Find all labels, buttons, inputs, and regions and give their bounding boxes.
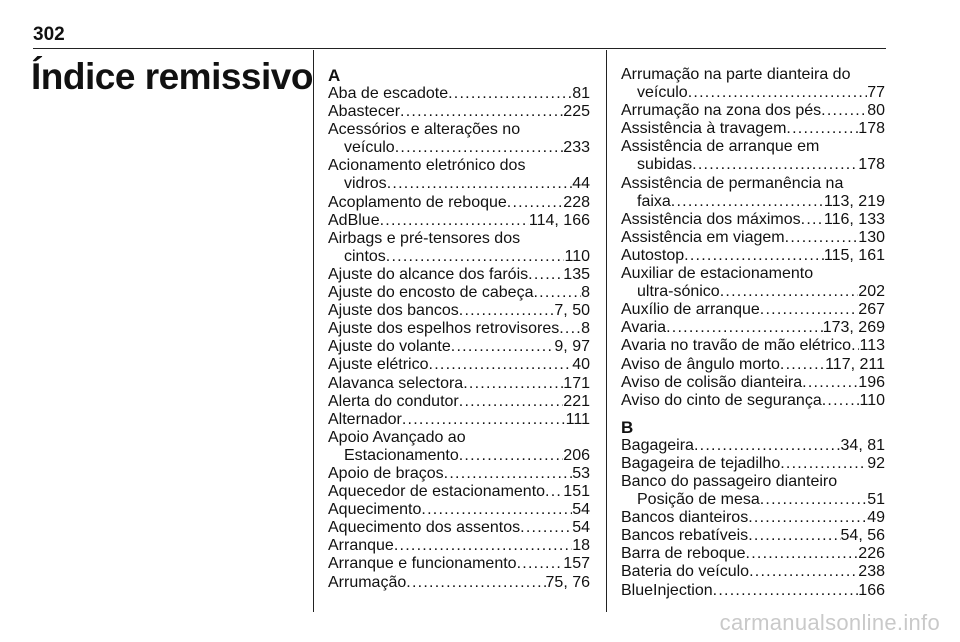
- index-entry: [328, 302, 590, 320]
- entry-term: Aquecedor de estacionamento: [328, 483, 546, 501]
- entry-term-continuation: Posição de mesa: [637, 491, 760, 509]
- entry-row: [621, 437, 885, 455]
- entry-term: Arrumação na zona dos pés: [621, 102, 822, 120]
- dot-leader: [780, 455, 867, 473]
- entry-page-ref: 44: [572, 175, 590, 193]
- index-entry: [621, 175, 885, 211]
- dot-leader: [786, 120, 858, 138]
- page-title: Índice remissivo: [31, 56, 313, 97]
- entry-page-ref: 8: [581, 320, 590, 338]
- header-rule: [33, 48, 886, 49]
- index-entry: [328, 501, 590, 519]
- entry-page-ref: 80: [867, 102, 885, 120]
- entry-term: Bancos dianteiros: [621, 509, 749, 527]
- entry-term-continuation: subidas: [637, 156, 693, 174]
- entry-page-ref: 49: [867, 509, 885, 527]
- entry-row: [621, 527, 885, 545]
- entry-row: [621, 356, 885, 374]
- entry-term: Ajuste dos bancos: [328, 302, 459, 320]
- entry-page-ref: 130: [858, 228, 885, 246]
- entry-term: Assistência de permanência na: [621, 174, 844, 192]
- dot-leader: [402, 411, 566, 429]
- entry-page-ref: 92: [867, 454, 885, 472]
- entry-page-ref: 9, 97: [554, 338, 590, 356]
- entry-page-ref: 228: [563, 193, 590, 211]
- entry-row: [328, 375, 590, 393]
- section-letter: A: [328, 66, 341, 85]
- entry-term: Bateria do veículo: [621, 563, 750, 581]
- dot-leader: [760, 301, 859, 319]
- entry-term: Aviso de ângulo morto: [621, 355, 780, 373]
- index-entry: [328, 230, 590, 266]
- index-entry: [621, 527, 885, 545]
- entry-row: [621, 545, 885, 563]
- entry-term: Apoio Avançado ao: [328, 428, 466, 446]
- entry-page-ref: 110: [859, 391, 885, 409]
- entry-page-ref: 196: [858, 373, 885, 391]
- entry-term-continuation: ultra-sónico: [637, 283, 720, 301]
- entry-row: [621, 319, 885, 337]
- entry-page-ref: 75, 76: [545, 573, 590, 591]
- entry-term: Ajuste dos espelhos retrovisores: [328, 320, 560, 338]
- entry-row: [328, 302, 590, 320]
- entry-row: [328, 103, 590, 121]
- entry-row: [621, 337, 885, 355]
- dot-leader: [802, 374, 858, 392]
- dot-leader: [459, 447, 564, 465]
- index-entry: [621, 337, 885, 355]
- entry-page-ref: 178: [858, 120, 885, 138]
- entry-row: [621, 229, 885, 247]
- index-entry: [621, 229, 885, 247]
- dot-leader: [746, 545, 859, 563]
- entry-row: [621, 120, 885, 138]
- index-entry: [328, 284, 590, 302]
- index-entry: [621, 437, 885, 455]
- entry-row: [621, 84, 885, 102]
- dot-leader: [684, 247, 824, 265]
- entry-term: Alerta do condutor: [328, 392, 459, 410]
- entry-term: Acessórios e alterações no: [328, 121, 521, 139]
- entry-row: [328, 574, 590, 592]
- entry-term: Assistência à travagem: [621, 120, 787, 138]
- entry-term: Bagageira: [621, 436, 694, 454]
- index-entry: [328, 103, 590, 121]
- entry-term: Ajuste elétrico: [328, 356, 429, 374]
- entry-page-ref: 173, 269: [822, 319, 885, 337]
- dot-leader: [429, 356, 573, 374]
- dot-leader: [801, 211, 824, 229]
- entry-page-ref: 233: [563, 139, 590, 157]
- dot-leader: [671, 193, 824, 211]
- index-entry: [621, 392, 885, 410]
- entry-page-ref: 53: [572, 464, 590, 482]
- entry-page-ref: 40: [572, 356, 590, 374]
- index-entry: [621, 247, 885, 265]
- entry-page-ref: 110: [564, 247, 590, 265]
- entry-term: Arrumação na parte dianteira do: [621, 66, 851, 83]
- entry-term: Alternador: [328, 410, 402, 428]
- index-entry: [328, 212, 590, 230]
- entry-term: Assistência dos máximos: [621, 210, 801, 228]
- entry-row: [328, 501, 590, 519]
- index-entry: [328, 537, 590, 555]
- entry-row: [328, 85, 590, 103]
- dot-leader: [448, 85, 572, 103]
- entry-row: [328, 447, 590, 465]
- dot-leader: [421, 501, 572, 519]
- entry-page-ref: 206: [563, 446, 590, 464]
- index-entry: [328, 266, 590, 284]
- entry-row: [328, 320, 590, 338]
- entry-term-continuation: veículo: [344, 139, 395, 157]
- entry-term: Assistência em viagem: [621, 228, 785, 246]
- entry-page-ref: 151: [563, 483, 590, 501]
- entry-term: Aba de escadote: [328, 85, 449, 102]
- entry-page-ref: 166: [858, 581, 885, 599]
- dot-leader: [688, 84, 868, 102]
- index-entry: [621, 374, 885, 392]
- page-number: 302: [33, 24, 65, 45]
- entry-term: Aquecimento: [328, 501, 422, 519]
- entry-page-ref: 113: [859, 337, 885, 355]
- dot-leader: [459, 302, 555, 320]
- dot-leader: [533, 284, 581, 302]
- dot-leader: [507, 194, 564, 212]
- entry-term: Acionamento eletrónico dos: [328, 157, 526, 175]
- dot-leader: [559, 320, 581, 338]
- index-entry: [328, 85, 590, 103]
- index-entry: [328, 375, 590, 393]
- watermark: carmanualsonline.info: [719, 610, 940, 635]
- dot-leader: [666, 319, 823, 337]
- entry-row: [621, 509, 885, 527]
- column-divider: [606, 50, 607, 612]
- index-entry: [621, 356, 885, 374]
- dot-leader: [748, 509, 867, 527]
- entry-row: [621, 301, 885, 319]
- index-entry: [621, 301, 885, 319]
- index-entry: [328, 157, 590, 193]
- index-entry: [328, 465, 590, 483]
- entry-row: [328, 194, 590, 212]
- dot-leader: [386, 248, 565, 266]
- entry-page-ref: 34, 81: [840, 436, 885, 454]
- entry-term: Abastecer: [328, 103, 401, 121]
- entry-page-ref: 77: [867, 84, 885, 102]
- entry-row: [621, 455, 885, 473]
- entry-row: [328, 411, 590, 429]
- entry-row: [328, 248, 590, 266]
- entry-term-continuation: cintos: [344, 247, 386, 265]
- entry-page-ref: 221: [563, 392, 590, 410]
- entry-term: Aviso de colisão dianteira: [621, 373, 803, 391]
- entry-term: Autostop: [621, 246, 685, 264]
- entry-page-ref: 18: [572, 537, 590, 555]
- entry-row: [328, 537, 590, 555]
- column-divider: [313, 50, 314, 612]
- entry-page-ref: 113, 219: [823, 192, 885, 210]
- entry-term: Avaria no travão de mão elétrico: [621, 337, 852, 355]
- entry-term: Airbags e pré-tensores dos: [328, 229, 521, 247]
- dot-leader: [520, 519, 572, 537]
- entry-row: [621, 491, 885, 509]
- entry-term: Apoio de braços: [328, 464, 444, 482]
- entry-term: Bancos rebatíveis: [621, 527, 749, 545]
- index-entry: [328, 519, 590, 537]
- index-entry: [328, 429, 590, 465]
- entry-term: Arranque: [328, 537, 394, 555]
- entry-term: Banco do passageiro dianteiro: [621, 472, 838, 490]
- entry-term: Ajuste do encosto de cabeça: [328, 284, 534, 302]
- entry-term: Aquecimento dos assentos: [328, 519, 521, 537]
- entry-page-ref: 226: [858, 545, 885, 563]
- entry-row: [621, 582, 885, 600]
- entry-term-continuation: veículo: [637, 84, 688, 102]
- index-entry: [621, 582, 885, 600]
- entry-row: [328, 555, 590, 573]
- index-entry: [328, 411, 590, 429]
- entry-row: [328, 284, 590, 302]
- entry-term: Bagageira de tejadilho: [621, 454, 781, 472]
- entry-page-ref: 238: [858, 563, 885, 581]
- entry-page-ref: 202: [858, 283, 885, 301]
- index-entry: [328, 555, 590, 573]
- entry-row: [328, 356, 590, 374]
- dot-leader: [780, 356, 825, 374]
- entry-row: [328, 338, 590, 356]
- entry-term: Auxiliar de estacionamento: [621, 265, 814, 283]
- entry-row: [328, 519, 590, 537]
- index-entry: [621, 545, 885, 563]
- entry-term: BlueInjection: [621, 581, 713, 599]
- entry-term-continuation: faixa: [637, 192, 671, 210]
- entry-row: [621, 156, 885, 174]
- dot-leader: [720, 283, 859, 301]
- entry-term: Assistência de arranque em: [621, 138, 820, 156]
- entry-term: Ajuste do volante: [328, 338, 451, 356]
- entry-page-ref: 111: [565, 410, 590, 428]
- dot-leader: [400, 103, 563, 121]
- entry-row: [328, 139, 590, 157]
- dot-leader: [851, 337, 859, 355]
- dot-leader: [459, 393, 564, 411]
- dot-leader: [394, 537, 572, 555]
- entry-term: Aviso do cinto de segurança: [621, 391, 822, 409]
- index-entry: [621, 473, 885, 509]
- entry-term-continuation: Estacionamento: [344, 446, 459, 464]
- index-entry: [621, 211, 885, 229]
- index-entry: [621, 455, 885, 473]
- entry-row: [328, 393, 590, 411]
- entry-page-ref: 178: [858, 156, 885, 174]
- dot-leader: [380, 212, 529, 230]
- entry-row: [621, 193, 885, 211]
- index-entry: [621, 138, 885, 174]
- entry-row: [621, 374, 885, 392]
- section-letter: B: [621, 417, 634, 437]
- index-entry: [621, 66, 885, 102]
- entry-term: AdBlue: [328, 211, 380, 229]
- entry-page-ref: 7, 50: [554, 302, 590, 320]
- entry-row: [328, 212, 590, 230]
- entry-row: [621, 211, 885, 229]
- entry-term: Barra de reboque: [621, 545, 746, 563]
- section-gap: [621, 410, 885, 418]
- dot-leader: [387, 175, 573, 193]
- entry-row: [621, 102, 885, 120]
- index-entry: [328, 356, 590, 374]
- entry-term: Arranque e funcionamento: [328, 555, 517, 573]
- index-column-1: [328, 66, 590, 592]
- entry-term: Auxílio de arranque: [621, 301, 760, 319]
- index-entry: [621, 509, 885, 527]
- entry-term: Ajuste do alcance dos faróis: [328, 265, 529, 283]
- entry-row: [328, 175, 590, 193]
- dot-leader: [463, 375, 563, 393]
- index-entry: [328, 121, 590, 157]
- entry-page-ref: 54: [572, 519, 590, 537]
- dot-leader: [821, 102, 867, 120]
- index-entry: [328, 320, 590, 338]
- entry-term-continuation: vidros: [344, 175, 387, 193]
- index-entry: [328, 483, 590, 501]
- index-entry: [621, 102, 885, 120]
- entry-row: [621, 392, 885, 410]
- index-entry: [328, 338, 590, 356]
- index-entry: [621, 120, 885, 138]
- entry-page-ref: 51: [867, 491, 885, 509]
- entry-page-ref: 54, 56: [840, 527, 885, 545]
- entry-term: Acoplamento de reboque: [328, 193, 507, 211]
- entry-row: [328, 266, 590, 284]
- dot-leader: [517, 555, 564, 573]
- entry-term: Avaria: [621, 319, 667, 337]
- index-entry: [621, 563, 885, 581]
- entry-page-ref: 54: [572, 501, 590, 519]
- dot-leader: [785, 229, 859, 247]
- entry-page-ref: 171: [563, 374, 590, 392]
- dot-leader: [692, 156, 858, 174]
- entry-page-ref: 157: [563, 555, 590, 573]
- dot-leader: [748, 527, 840, 545]
- entry-page-ref: 135: [563, 265, 590, 283]
- dot-leader: [451, 338, 555, 356]
- entry-term: Alavanca selectora: [328, 374, 464, 392]
- entry-page-ref: 115, 161: [823, 246, 885, 264]
- entry-page-ref: 81: [572, 85, 590, 102]
- dot-leader: [749, 563, 858, 581]
- dot-leader: [406, 574, 545, 592]
- entry-page-ref: 114, 166: [528, 211, 590, 229]
- index-entry: [328, 393, 590, 411]
- entry-row: [328, 483, 590, 501]
- entry-row: [621, 247, 885, 265]
- index-entry: [328, 574, 590, 592]
- entry-page-ref: 8: [581, 284, 590, 302]
- dot-leader: [444, 465, 573, 483]
- dot-leader: [694, 437, 841, 455]
- dot-leader: [822, 392, 860, 410]
- entry-row: [621, 563, 885, 581]
- entry-page-ref: 267: [858, 301, 885, 319]
- index-entry: [621, 265, 885, 301]
- index-entry: [621, 319, 885, 337]
- dot-leader: [545, 483, 563, 501]
- entry-row: [328, 465, 590, 483]
- index-entry: [328, 194, 590, 212]
- dot-leader: [395, 139, 564, 157]
- index-column-2: [621, 66, 885, 600]
- entry-term: Arrumação: [328, 573, 407, 591]
- entry-row: [621, 283, 885, 301]
- dot-leader: [760, 491, 867, 509]
- entry-page-ref: 117, 211: [825, 355, 885, 373]
- entry-page-ref: 225: [563, 103, 590, 121]
- dot-leader: [713, 582, 859, 600]
- entry-page-ref: 116, 133: [823, 210, 885, 228]
- dot-leader: [528, 266, 563, 284]
